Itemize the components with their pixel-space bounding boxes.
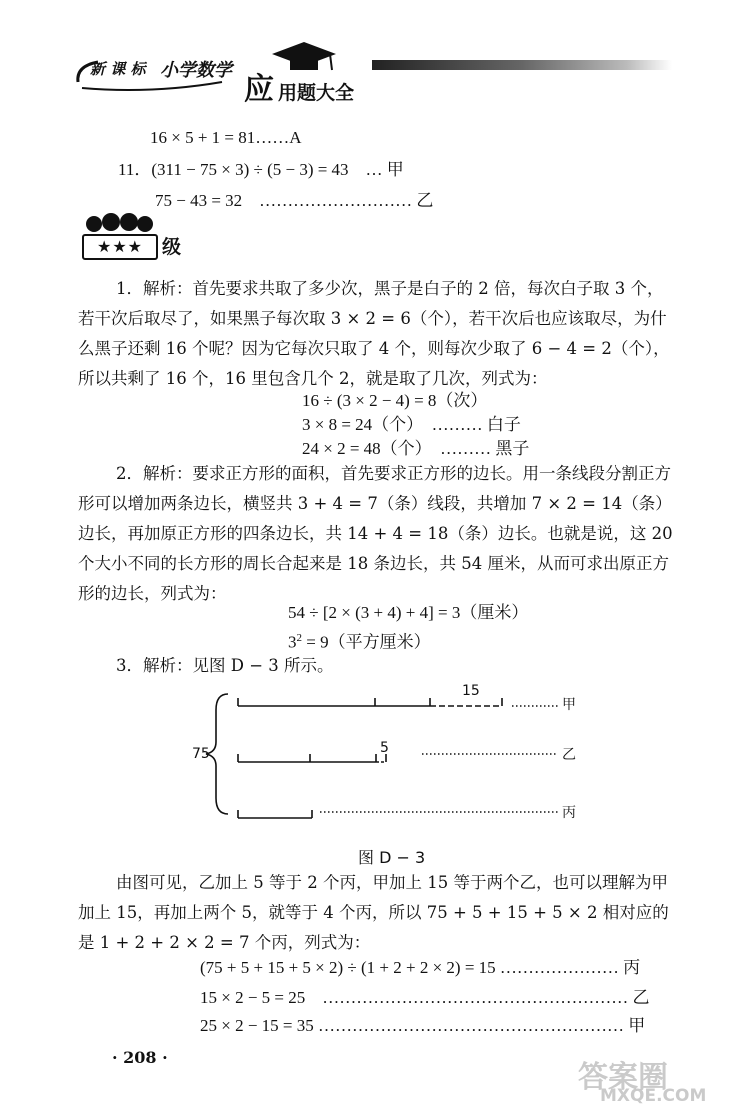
figure-d3-segment-diagram	[190, 680, 610, 830]
top-line-2: 11．(311 − 75 × 3) ÷ (5 − 3) = 43 … 甲	[118, 160, 404, 179]
figure-total-label: 75	[192, 746, 210, 762]
page-number: · 208 ·	[112, 1048, 168, 1067]
figure-label-15: 15	[462, 683, 480, 699]
figure-label-bing: 丙	[562, 805, 576, 821]
q1-paragraph: 1．解析：首先要求共取了多少次，黑子是白子的 2 倍，每次白子取 3 个，若干次后取尽了，如果黑子每次取 3 × 2 = 6（个），若干次后也应该取尽，为什么黑子还剩 16 个呢？因为它每次只取了 4 个，则每次少取了 6 − 4 = 2（个），所以共剩了 16 个，16 里包含几个 2，就是取了几次，列式为：	[78, 279, 670, 388]
q3-equation-3: 25 × 2 − 15 = 35 ……………………………………………… 甲	[200, 1016, 646, 1035]
figure-caption: 图 D − 3	[358, 848, 426, 867]
header-series: 新 课 标	[90, 60, 146, 78]
header-rest: 用题大全	[278, 82, 355, 104]
watermark-logo: 答案圈	[578, 1060, 668, 1095]
figure-label-jia: 甲	[562, 697, 576, 713]
top-line-1: 16 × 5 + 1 = 81……A	[150, 128, 302, 147]
q3-equation-1: (75 + 5 + 15 + 5 × 2) ÷ (1 + 2 + 2 × 2) = 15 ………………… 丙	[200, 958, 641, 977]
q1-equation-2: 3 × 8 = 24（个） ……… 白子	[302, 415, 521, 434]
q2-paragraph: 2．解析：要求正方形的面积，首先要求正方形的边长。用一条线段分割正方形可以增加两条边长，横竖共 3 + 4 = 7（条）线段，共增加 7 × 2 = 14（条）边长，再加原正方形的四条边长，共 14 + 4 = 18（条）边长。也就是说，这 20 个大小不同的长方形的周长合起来是 18 条边长，共 54 厘米，从而可求出原正方形的边长，列式为：	[78, 464, 673, 603]
header-subject: 小学数学	[160, 60, 232, 81]
figure-label-5: 5	[380, 740, 389, 756]
q2-eq2-base: 3	[288, 632, 297, 652]
q1-equation-1: 16 ÷ (3 × 2 − 4) = 8（次）	[302, 391, 488, 410]
top-line-3: 75 − 43 = 32 ……………………… 乙	[155, 191, 434, 210]
level-label: 级	[162, 236, 182, 258]
q2-equation-2	[288, 628, 431, 653]
q3-equation-2: 15 × 2 − 5 = 25 ……………………………………………… 乙	[200, 988, 650, 1007]
header-gradient-bar	[372, 60, 672, 70]
graduation-cap-icon	[270, 40, 338, 76]
q3-intro: 3．解析：见图 D − 3 所示。	[116, 656, 334, 675]
q2-eq2-exponent: 2	[296, 632, 302, 644]
q3-paragraph: 由图可见，乙加上 5 等于 2 个丙，甲加上 15 等于两个乙，也可以理解为甲加上 15，再加上两个 5，就等于 4 个丙，所以 75 + 5 + 15 + 5 × 2 相对应的是 1 + 2 + 2 × 2 = 7 个丙，列式为：	[78, 873, 669, 952]
q2-eq2-rest: = 9（平方厘米）	[302, 632, 431, 652]
children-heads-icon	[84, 210, 154, 236]
header-big-char: 应	[244, 72, 274, 107]
level-stars-badge: ★★★	[82, 234, 158, 260]
q1-equation-3: 24 × 2 = 48（个） ……… 黑子	[302, 439, 530, 458]
figure-label-yi: 乙	[562, 747, 576, 763]
q2-equation-1: 54 ÷ [2 × (3 + 4) + 4] = 3（厘米）	[288, 603, 529, 622]
watermark-url: MXQE.COM	[600, 1086, 707, 1106]
